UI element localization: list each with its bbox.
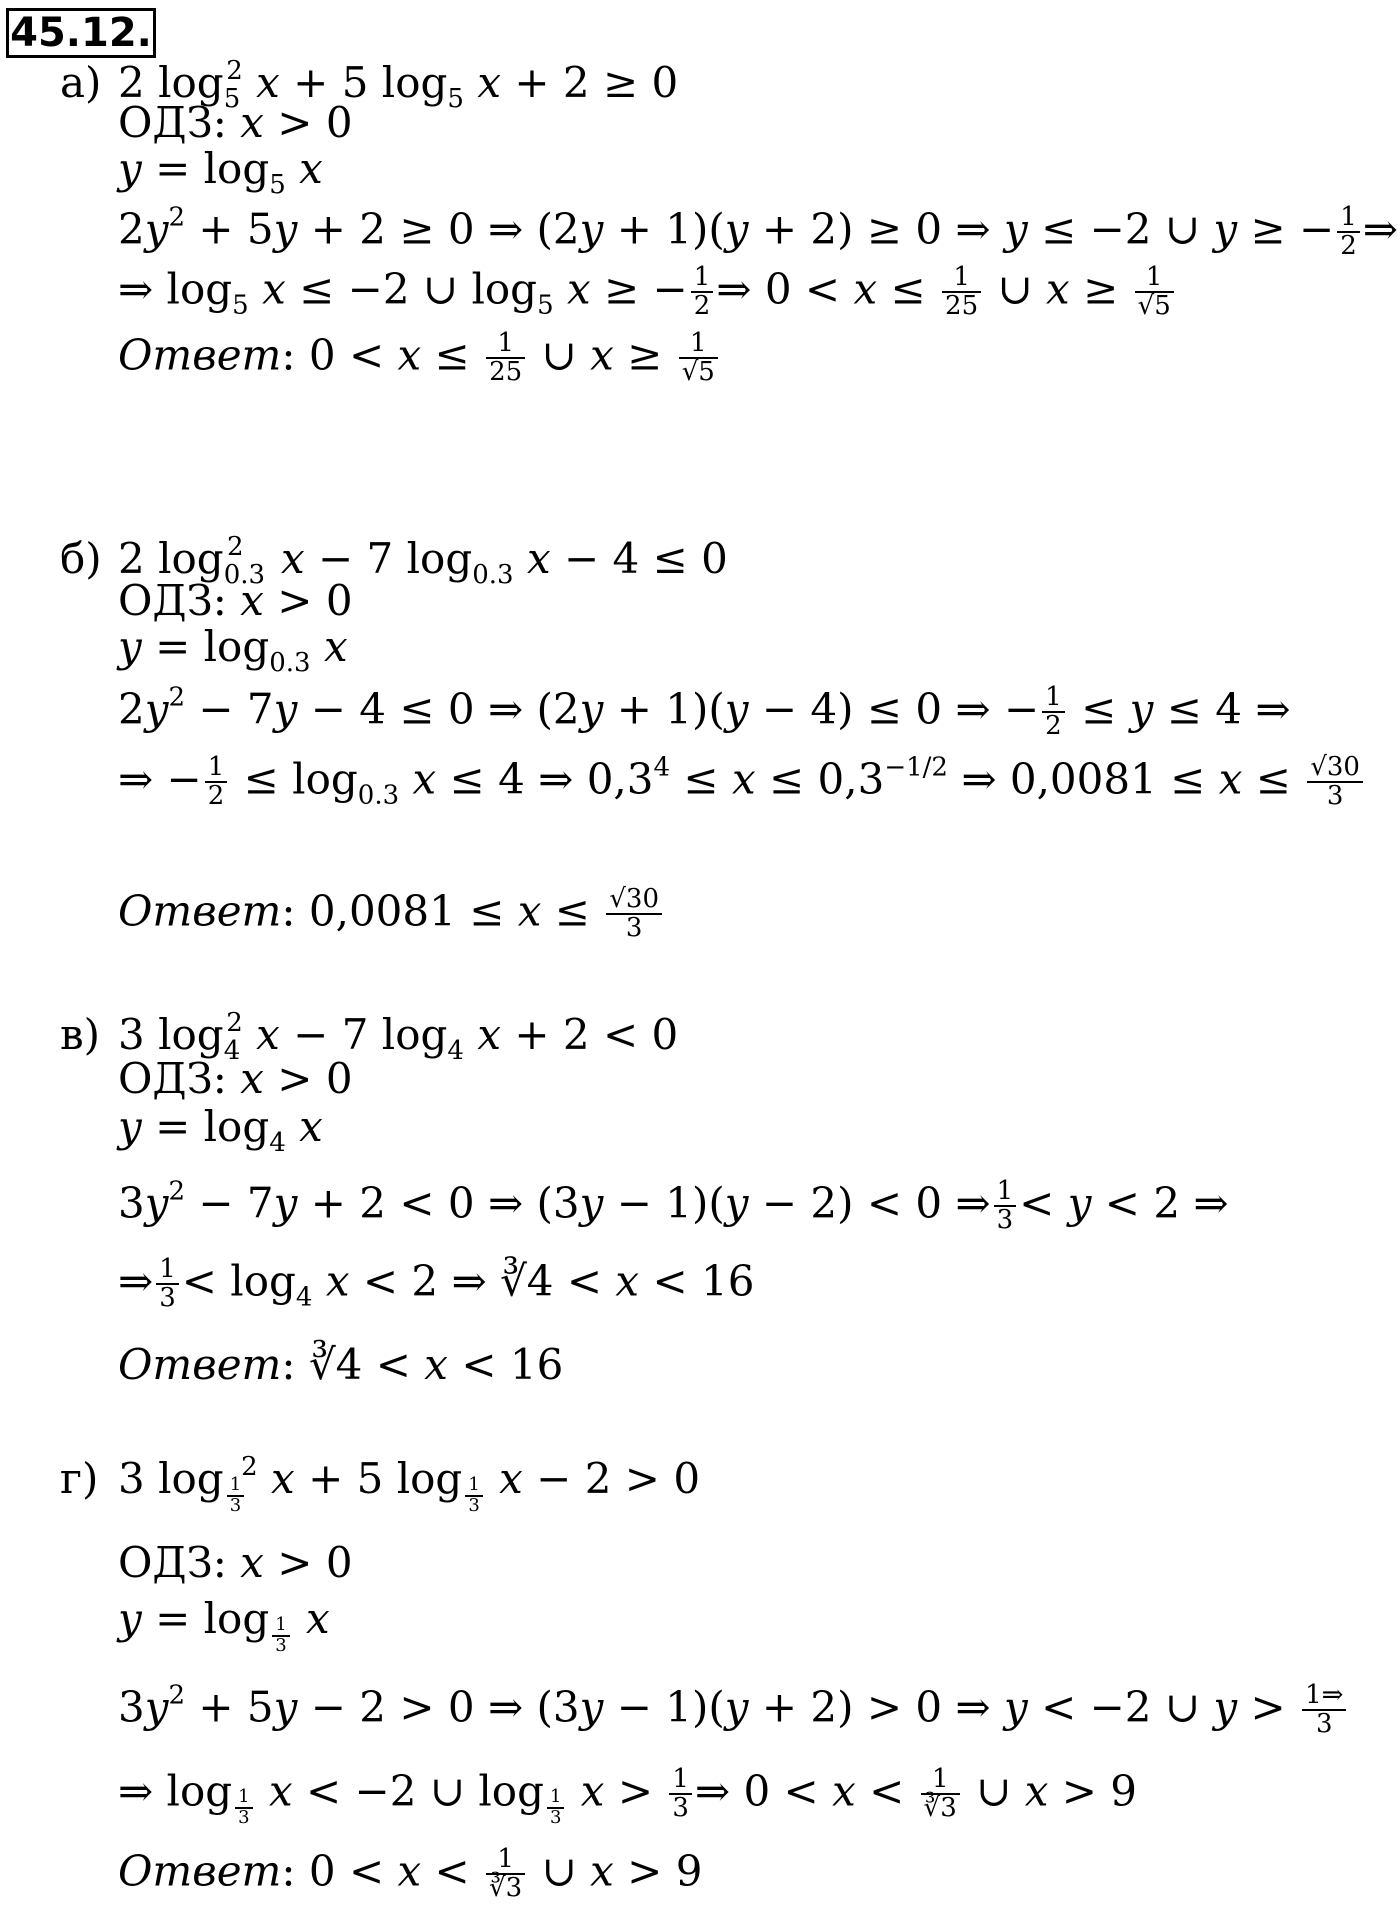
fraction-one-25: $\frac{1}{25}$ — [486, 330, 525, 387]
part-d-quadratic: $3y^2 + 5y - 2 > 0$ ⇒ (3y − 1)(y + 2) > 0 ⇒ y < −2 ∪ y > $\frac{1\Rightarrow}{3}$ — [118, 1682, 1349, 1739]
part-d-inequality: 3 log $_{\frac{1}{3}}$ $^2$ x + 5 log $_{\frac{1}{3}}$ x − 2 > 0 — [118, 1452, 701, 1516]
fraction-one-sqrt5: $\frac{1}{√5}$ — [679, 330, 718, 387]
answer-label: Ответ — [118, 330, 282, 380]
fraction-one-third: $\frac{1}{3}$ — [994, 1178, 1017, 1235]
answer-label: Ответ — [118, 1846, 282, 1896]
part-b-log-step: ⇒ − $\frac{1}{2}$ ≤ $\log_{0.3} x \le 4$ ⇒ $0,3^4 \le x \le 0,3^{-1/2}$ ⇒ 0,0081 ≤ x ≤ $\frac{√30}{3}$ — [118, 754, 1366, 811]
domain-label: ОДЗ: — [118, 1054, 227, 1103]
part-b-answer: Ответ: 0,0081 ≤ x ≤ $\frac{√30}{3}$ — [118, 886, 665, 943]
domain-label: ОДЗ: — [118, 1538, 227, 1587]
part-d-log-step: ⇒ log $_{\frac{1}{3}}$ x < −2 ∪ log $_{\frac{1}{3}}$ x > $\frac{1}{3}$ ⇒ 0 < x < $\frac{1}{∛3}$ ∪ x > 9 — [118, 1764, 1137, 1829]
domain-label: ОДЗ: — [118, 98, 227, 147]
fraction-one-half: $\frac{1}{2}$ — [205, 754, 228, 811]
fraction-one-third: $\frac{1}{3}$ — [156, 1256, 179, 1313]
part-label-d: г) — [60, 1454, 99, 1503]
fraction-one-half: $\frac{1}{2}$ — [691, 264, 714, 321]
part-a-substitution: $y = \log_5 x$ — [118, 144, 323, 200]
part-a-quadratic: $2y^2 + 5y + 2 \ge 0$ ⇒ (2y + 1)(y + 2) ≥ 0 ⇒ y ≤ −2 ∪ y ≥ − $\frac{1}{2}$ ⇒ — [118, 202, 1398, 262]
fraction-one-half: $\frac{1}{2}$ — [1337, 204, 1360, 261]
part-c-domain: ОДЗ: x > 0 — [118, 1054, 353, 1103]
part-a-domain: ОДЗ: x > 0 — [118, 98, 353, 147]
part-d-substitution: y = log $_{\frac{1}{3}}$ x — [118, 1594, 330, 1656]
part-label-b: б) — [60, 534, 102, 583]
part-a-log-step: ⇒ $\log_5 x \le -2$ ∪ $\log_5 x$ ≥ − $\frac{1}{2}$ ⇒ 0 < x ≤ $\frac{1}{25}$ ∪ x ≥ $\frac{1}{√5}$ — [118, 264, 1177, 321]
answer-label: Ответ — [118, 886, 282, 936]
fraction-one-third: 1 3 — [547, 1788, 564, 1828]
fraction-one-third: 1 3 — [272, 1616, 289, 1656]
fraction-sqrt30-3: $\frac{√30}{3}$ — [1307, 754, 1363, 811]
part-b-substitution: $y = \log_{0.3} x$ — [118, 622, 348, 678]
part-c-answer: Ответ: ∛4 < x < 16 — [118, 1340, 564, 1389]
part-d-domain: ОДЗ: x > 0 — [118, 1538, 353, 1587]
fraction-one-third: 1 3 — [465, 1476, 482, 1516]
cube-root-4: ∛4 — [500, 1256, 554, 1306]
answer-label: Ответ — [118, 1340, 282, 1389]
fraction-one-third-arrow: $\frac{1\Rightarrow}{3}$ — [1302, 1682, 1346, 1739]
problem-number: 45.12. — [6, 8, 156, 58]
fraction-one-25: $\frac{1}{25}$ — [942, 264, 981, 321]
fraction-sqrt30-3: $\frac{√30}{3}$ — [606, 886, 662, 943]
part-b-inequality: 2 $\log_{0.3}^2 x - 7$ $\log_{0.3} x - 4 \le 0$ — [118, 532, 728, 590]
fraction-one-cbrt3: $\frac{1}{∛3}$ — [486, 1846, 525, 1903]
part-b-domain: ОДЗ: x > 0 — [118, 576, 353, 625]
part-c-quadratic: $3y^2 - 7y + 2 < 0$ ⇒ (3y − 1)(y − 2) < 0 ⇒ $\frac{1}{3}$ < y < 2 ⇒ — [118, 1176, 1229, 1236]
fraction-one-third: 1 3 — [235, 1788, 252, 1828]
domain-label: ОДЗ: — [118, 576, 227, 625]
cube-root-4: ∛4 — [308, 1340, 363, 1389]
part-c-inequality: 3 $\log_4^2 x - 7$ $\log_4 x + 2 < 0$ — [118, 1008, 679, 1066]
part-c-log-step: ⇒ $\frac{1}{3}$ < $\log_4 x < 2$ ⇒ ∛4 < x < 16 — [118, 1254, 755, 1314]
part-c-substitution: $y = \log_4 x$ — [118, 1102, 323, 1158]
fraction-one-sqrt5: $\frac{1}{√5}$ — [1135, 264, 1174, 321]
part-d-answer: Ответ: 0 < x < $\frac{1}{∛3}$ ∪ x > 9 — [118, 1844, 703, 1904]
fraction-one-third: $\frac{1}{3}$ — [669, 1766, 692, 1823]
part-a-answer: Ответ: 0 < x ≤ $\frac{1}{25}$ ∪ x ≥ $\frac{1}{√5}$ — [118, 330, 721, 387]
fraction-one-half: $\frac{1}{2}$ — [1042, 684, 1065, 741]
part-a-inequality: 2 $\log_5^2 x + 5$ $\log_5 x + 2 \ge 0$ — [118, 56, 679, 114]
fraction-one-cbrt3: $\frac{1}{∛3}$ — [921, 1766, 960, 1823]
part-b-quadratic: $2y^2 - 7y - 4 \le 0$ ⇒ (2y + 1)(y − 4) ≤ 0 ⇒ − $\frac{1}{2}$ ≤ y ≤ 4 ⇒ — [118, 682, 1291, 742]
fraction-one-third: 1 3 — [227, 1476, 244, 1516]
part-label-a: а) — [60, 58, 102, 107]
part-label-c: в) — [60, 1010, 101, 1059]
